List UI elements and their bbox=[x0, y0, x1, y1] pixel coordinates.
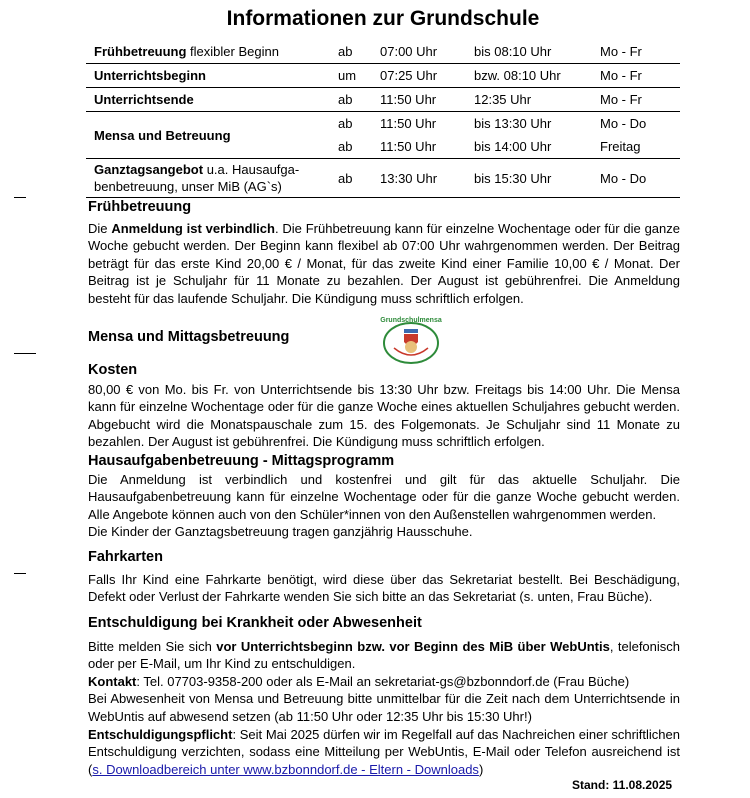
section-text: Die Kinder der Ganztagsbetreuung tragen ganzjährig Hausschuhe. bbox=[88, 524, 473, 540]
row-to: bzw. 08:10 Uhr bbox=[466, 64, 592, 88]
row-from: 11:50 Uhr bbox=[372, 135, 466, 159]
row-from: 11:50 Uhr bbox=[380, 116, 437, 131]
section-heading: Entschuldigung bei Krankheit oder Abwesenheit bbox=[88, 615, 422, 631]
logo-text: Grundschulmensa bbox=[380, 317, 442, 324]
row-prep: ab bbox=[330, 40, 372, 64]
section-heading: Mensa und Mittagsbetreuung bbox=[88, 329, 290, 345]
table-row: Frühbetreuung flexibler Beginn ab 07:00 Uhr bis 08:10 Uhr Mo - Fr bbox=[86, 40, 680, 64]
section-text: Bei Abwesenheit von Mensa und Betreuung bitte unmittelbar für die Zeit nach dem Unterrichtsende in WebUntis auf abwesend setzen (ab 11:50 Uhr oder 12:35 Uhr bis 15:30 Uhr!) bbox=[88, 691, 680, 724]
schedule-table bbox=[86, 40, 680, 198]
section-entschuldigung bbox=[88, 615, 680, 778]
row-prep: ab bbox=[338, 116, 353, 131]
margin-mark bbox=[14, 353, 36, 354]
row-days: Mo - Do bbox=[600, 116, 647, 131]
section-heading: Frühbetreuung bbox=[88, 199, 192, 215]
row-label: Frühbetreuung bbox=[94, 44, 187, 59]
row-from: 07:00 Uhr bbox=[372, 40, 466, 64]
section-text: 80,00 € von Mo. bis Fr. von Unterrichtsende bis 13:30 Uhr bzw. Freitags bis 14:00 Uhr. Die Mensa kann für einzelne Wochentage oder für die ganze Woche eines aktuellen Schuljahres gebucht werden. Abgebucht wird die Monatspauschale zum 15. des Folgemonats. Je Schuljahr sind 11 Monate zu bezahlen. Der August ist gebührenfrei. Die Kündigung muss schriftlich erfolgen. bbox=[88, 381, 680, 450]
row-to: bis 15:30 Uhr bbox=[466, 159, 592, 198]
row-prep: ab bbox=[330, 159, 372, 198]
section-text: Falls Ihr Kind eine Fahrkarte benötigt, wird diese über das Sekretariat bestellt. Bei Beschädigung, Defekt oder Verlust der Fahrkarte wenden Sie sich bitte an das Sekretariat (s. unten, Frau Büche). bbox=[88, 571, 680, 605]
table-row bbox=[86, 88, 680, 112]
section-fruehbetreuung bbox=[88, 199, 680, 308]
row-from: 07:25 Uhr bbox=[372, 64, 466, 88]
row-days: Mo - Fr bbox=[592, 88, 680, 112]
margin-mark bbox=[14, 197, 26, 198]
downloads-link[interactable]: s. Downloadbereich unter www.bzbonndorf.de - Eltern - Downloads bbox=[92, 761, 479, 777]
row-label: Mensa und Betreuung bbox=[94, 127, 231, 143]
section-text: Die Anmeldung ist verbindlich. Die Frühbetreuung kann für einzelne Wochentage oder für die ganze Woche gebucht werden. Der Beginn kann flexibel ab 07:00 Uhr wahrgenommen werden. Der Beitrag beträgt für das erste Kind 20,00 € / Monat, für das zweite Kind einer Familie 10,00 € / Monat. Der Beitrag ist je Schuljahr für 11 Monate zu bezahlen. Der August ist gebührenfrei. Die Anmeldung besteht für das laufende Schuljahr. Die Kündigung muss schriftlich erfolgen. bbox=[88, 220, 680, 306]
section-text: Bitte melden Sie sich vor Unterrichtsbeginn bzw. vor Beginn des MiB über WebUntis, telefonisch oder per E-Mail, um Ihr Kind zu entschuldigen. bbox=[88, 638, 681, 672]
row-to: bis 14:00 Uhr bbox=[466, 135, 592, 159]
section-kosten bbox=[88, 362, 680, 541]
row-label: Unterrichtsbeginn bbox=[94, 68, 206, 83]
row-prep: ab bbox=[330, 135, 372, 159]
section-heading: Fahrkarten bbox=[88, 549, 163, 565]
section-fahrkarten bbox=[88, 549, 680, 606]
row-to: bis 08:10 Uhr bbox=[466, 40, 592, 64]
table-row bbox=[86, 112, 680, 136]
table-row bbox=[86, 64, 680, 88]
row-prep: ab bbox=[330, 88, 372, 112]
stand-date: Stand: 11.08.2025 bbox=[572, 778, 673, 792]
row-days: Freitag bbox=[592, 135, 680, 159]
pflicht-text: Entschuldigungspflicht: Seit Mai 2025 dürfen wir im Regelfall auf das Nachreichen einer schriftlichen Entschuldigung verzichten, sodass eine Mitteilung per WebUntis, E-Mail oder Telefon ausreichend ist (s. Downloadbereich unter www.bzbonndorf.de - Eltern - Downloads) bbox=[88, 726, 680, 777]
section-heading: Kosten bbox=[88, 362, 138, 378]
table-row: Ganztagsangebot u.a. Hausaufga- benbetreuung, unser MiB (AG`s) ab 13:30 Uhr bis 15:30 Uhr Mo - Do bbox=[86, 159, 680, 198]
grundschulmensa-logo bbox=[380, 312, 442, 364]
kontakt-text: Kontakt: Tel. 07703-9358-200 oder als E-Mail an sekretariat-gs@bzbonndorf.de (Frau Büche) bbox=[88, 673, 630, 689]
row-days: Mo - Fr bbox=[592, 40, 680, 64]
row-label: Ganztagsangebot bbox=[94, 162, 204, 177]
row-days: Mo - Do bbox=[592, 159, 680, 198]
row-from: 11:50 Uhr bbox=[372, 88, 466, 112]
section-text: Die Anmeldung ist verbindlich und kostenfrei und gilt für das aktuelle Schuljahr. Die Hausaufgabenbetreuung kann für einzelne Wochentage oder für die ganze Woche gebucht werden. Alle Angebote können auch von den Schüler*innen von den Außenstellen wahrgenommen werden. bbox=[88, 471, 680, 522]
row-to: bis 13:30 Uhr bbox=[474, 116, 552, 131]
row-label: Unterrichtsende bbox=[94, 92, 194, 107]
row-from: 13:30 Uhr bbox=[372, 159, 466, 198]
row-days: Mo - Fr bbox=[592, 64, 680, 88]
section-heading: Hausaufgabenbetreuung - Mittagsprogramm bbox=[88, 452, 395, 469]
row-to: 12:35 Uhr bbox=[466, 88, 592, 112]
margin-mark bbox=[14, 573, 26, 574]
row-prep: um bbox=[330, 64, 372, 88]
page-title: Informationen zur Grundschule bbox=[226, 7, 540, 30]
